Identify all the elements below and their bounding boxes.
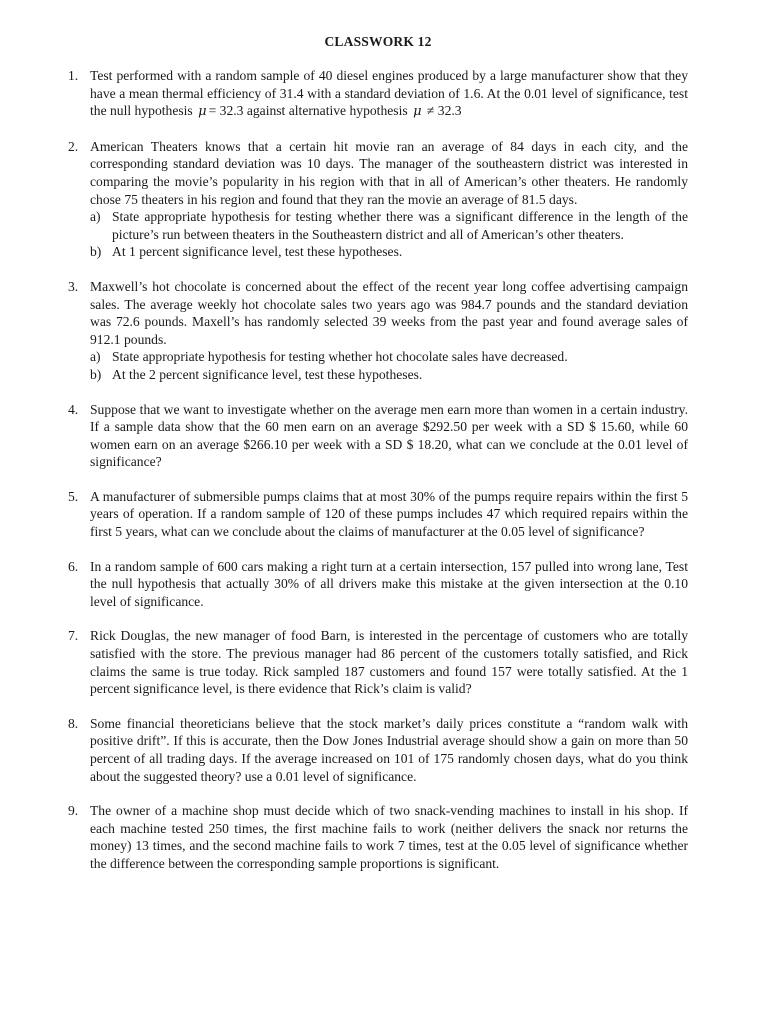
question-list: [68, 67, 688, 873]
question-text: American Theaters knows that a certain hit movie ran an average of 84 days in each city, and the corresponding standard deviation was 10 days. The manager of the southeastern district was interested in comparing the movie’s popularity in his region with that in all of American’s other theaters. He randomly chose 75 theaters in his region and found that they ran the movie an average of 81.5 days.: [90, 138, 688, 207]
sub-question-a: [90, 208, 688, 243]
sub-question-list: [90, 348, 688, 383]
sub-question-letter: a): [90, 349, 101, 365]
sub-question-text: At the 2 percent significance level, test these hypotheses.: [112, 366, 423, 382]
question-number: 8.: [68, 715, 79, 731]
question-2: [68, 138, 688, 261]
question-number: 5.: [68, 488, 79, 504]
page-title: CLASSWORK 12: [324, 34, 432, 49]
sub-question-list: [90, 208, 688, 261]
question-number: 1.: [68, 68, 79, 83]
question-text: A manufacturer of submersible pumps claims that at most 30% of the pumps require repairs within the first 5 years of operation. If a random sample of 120 of these pumps includes 47 which required repairs within the first 5 years, what can we conclude about the claims of manufacturer at the 0.05 level of significance?: [90, 488, 688, 540]
question-5: [68, 488, 688, 541]
question-text: The owner of a machine shop must decide which of two snack-vending machines to install in his shop. If each machine tested 250 times, the first machine fails to work (neither delivers the snack nor returns the money) 13 times, and the second machine fails to work 7 times, test at the 0.05 level of significance whether the difference between the corresponding sample proportions is significant.: [90, 803, 688, 871]
question-1: [68, 67, 688, 121]
question-number: 2.: [68, 138, 79, 154]
question-text: Suppose that we want to investigate whether on the average men earn more than women in a certain industry. If a sample data show that the 60 men earn on an average $292.50 per week with a SD $ 15.60, while 60 women earn on an average $266.10 per week with a SD $ 18.20, what can we conclude at the 0.01 level of significance?: [90, 401, 688, 470]
question-text-part: Test performed with a random sample of 40 diesel engines produced by a large manufacturer show that they have a mean thermal efficiency of 31.4 with a standard deviation of 1.6. At the 0.01 level of significance, test the null hypothesis: [90, 68, 688, 119]
question-8: [68, 715, 688, 785]
question-text: Some financial theoreticians believe that the stock market’s daily prices constitute a “random walk with positive drift”. If this is accurate, then the Dow Jones Industrial average should show a gain on more than 50 percent of all trading days. If the average increased on 101 of 175 randomly chosen days, what do you think about the suggested theory? use a 0.01 level of significance.: [90, 715, 688, 784]
question-text: Maxwell’s hot chocolate is concerned about the effect of the recent year long coffee advertising campaign sales. The average weekly hot chocolate sales two years ago was 984.7 pounds and the standard deviation was 72.6 pounds. Maxell’s has randomly selected 39 weeks from the past year and found average sales of 912.1 pounds.: [90, 278, 688, 347]
sub-question-letter: b): [90, 366, 102, 382]
sub-question-text: State appropriate hypothesis for testing whether there was a significant difference in the length of the picture’s run between theaters in the Southeastern district and all of American’s other theaters.: [112, 209, 688, 242]
question-number: 9.: [68, 803, 79, 819]
question-text-part: = 32.3 against alternative hypothesis: [208, 103, 408, 119]
question-text: In a random sample of 600 cars making a right turn at a certain intersection, 157 pulled into wrong lane, Test the null hypothesis that actually 30% of all drivers make this mistake at the given intersection at the 0.10 level of significance.: [90, 558, 688, 609]
question-text: [90, 67, 688, 121]
sub-question-a: [90, 348, 688, 366]
sub-question-text: State appropriate hypothesis for testing whether hot chocolate sales have decreased.: [112, 349, 568, 365]
question-text-part: ≠ 32.3: [426, 103, 462, 119]
mu-symbol: μ: [198, 104, 207, 120]
sub-question-letter: b): [90, 244, 102, 260]
mu-symbol: μ: [413, 104, 422, 120]
question-3: [68, 278, 688, 384]
question-9: [68, 802, 688, 872]
sub-question-b: [90, 243, 688, 261]
sub-question-b: [90, 366, 688, 384]
question-6: [68, 558, 688, 611]
question-7: [68, 627, 688, 697]
question-4: [68, 401, 688, 471]
sub-question-text: At 1 percent significance level, test these hypotheses.: [112, 244, 403, 260]
question-text: Rick Douglas, the new manager of food Barn, is interested in the percentage of customers who are totally satisfied with the store. The previous manager had 86 percent of the customers totally satisfied, and Rick claims the same is true today. Rick sampled 187 customers and found 157 were totally satisfied. At the 1 percent significance level, is there evidence that Rick’s claim is valid?: [90, 628, 688, 697]
question-number: 4.: [68, 401, 79, 417]
question-number: 6.: [68, 558, 79, 574]
question-number: 7.: [68, 628, 79, 644]
question-number: 3.: [68, 278, 79, 294]
sub-question-letter: a): [90, 209, 101, 225]
